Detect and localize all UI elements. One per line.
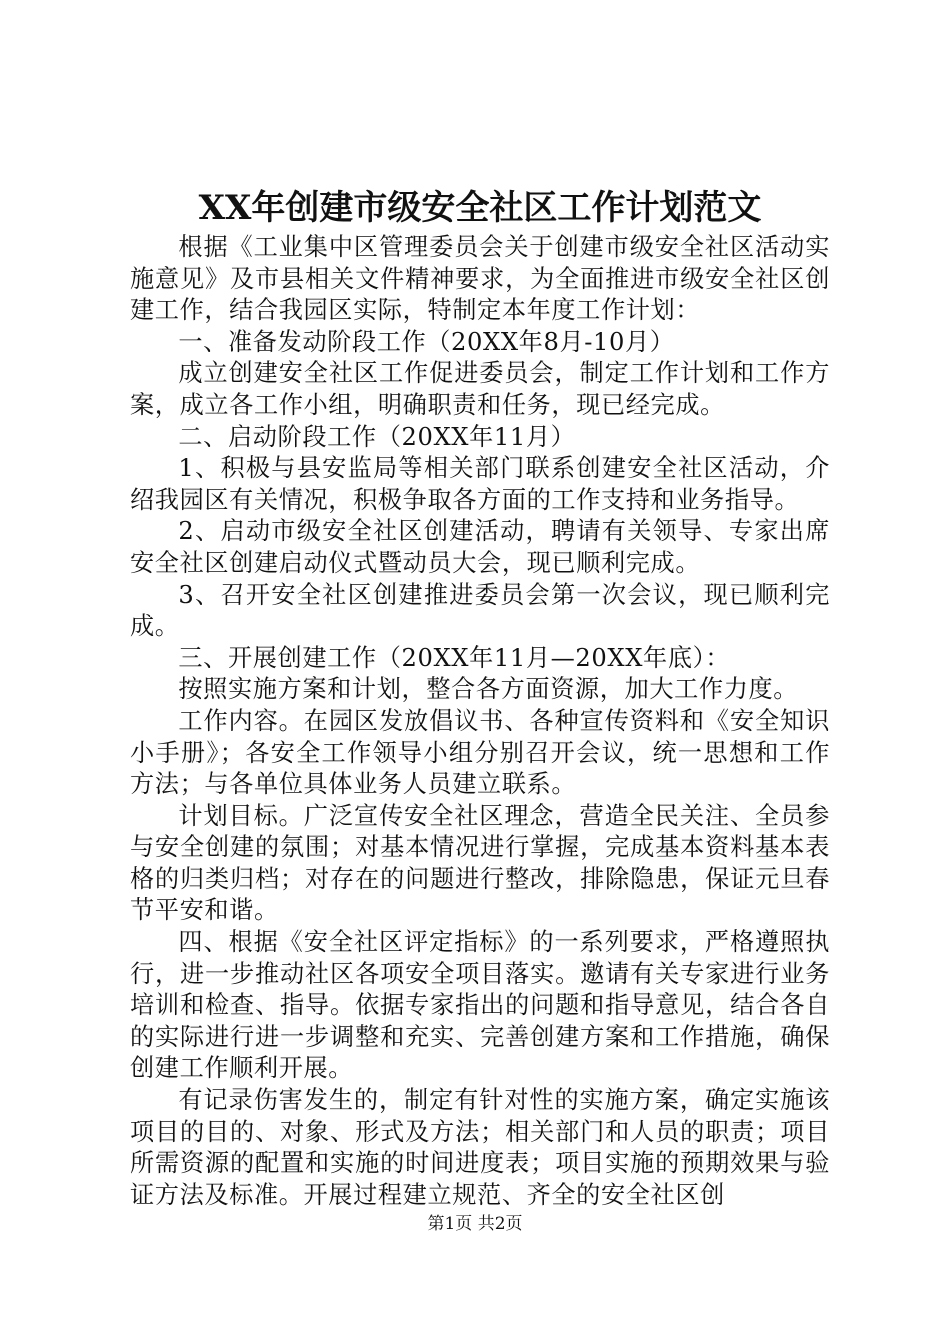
- paragraph: 1、积极与县安监局等相关部门联系创建安全社区活动，介绍我园区有关情况，积极争取各方面的工作支持和业务指导。: [130, 454, 830, 514]
- paragraph: 成立创建安全社区工作促进委员会，制定工作计划和工作方案，成立各工作小组，明确职责和任务，现已经完成。: [130, 359, 830, 419]
- paragraph-intro: 根据《工业集中区管理委员会关于创建市级安全社区活动实施意见》及市县相关文件精神要求，为全面推进市级安全社区创建工作，结合我园区实际，特制定本年度工作计划：: [130, 233, 830, 325]
- paragraph: 有记录伤害发生的，制定有针对性的实施方案，确定实施该项目的目的、对象、形式及方法；相关部门和人员的职责；项目所需资源的配置和实施的时间进度表；项目实施的预期效果与验证方法及标准。开展过程建立规范、齐全的安全社区创: [130, 1086, 830, 1209]
- section-heading-1: 一、准备发动阶段工作（20XX年8月-10月）: [178, 327, 675, 356]
- paragraph: 2、启动市级安全社区创建活动，聘请有关领导、专家出席安全社区创建启动仪式暨动员大会，现已顺利完成。: [130, 517, 830, 577]
- paragraph: 四、根据《安全社区评定指标》的一系列要求，严格遵照执行，进一步推动社区各项安全项目落实。邀请有关专家进行业务培训和检查、指导。依据专家指出的问题和指导意见，结合各自的实际进行进一步调整和充实、完善创建方案和工作措施，确保创建工作顺利开展。: [130, 928, 830, 1083]
- document-body: [130, 232, 830, 1211]
- paragraph: 工作内容。在园区发放倡议书、各种宣传资料和《安全知识小手册》；各安全工作领导小组分别召开会议，统一思想和工作方法；与各单位具体业务人员建立联系。: [130, 706, 830, 799]
- paragraph: 3、召开安全社区创建推进委员会第一次会议，现已顺利完成。: [130, 580, 830, 641]
- section-heading-3: 三、开展创建工作（20XX年11月—20XX年底）：: [178, 643, 731, 672]
- paragraph: 按照实施方案和计划，整合各方面资源，加大工作力度。: [178, 675, 799, 704]
- page-number: 第1页 共2页: [427, 1214, 523, 1234]
- paragraph: 计划目标。广泛宣传安全社区理念，营造全民关注、全员参与安全创建的氛围；对基本情况进行掌握，完成基本资料基本表格的归类归档；对存在的问题进行整改，排除隐患，保证元旦春节平安和谐。: [130, 801, 830, 925]
- document-title: XX年创建市级安全社区工作计划范文: [198, 188, 762, 228]
- section-heading-2: 二、启动阶段工作（20XX年11月）: [178, 422, 576, 451]
